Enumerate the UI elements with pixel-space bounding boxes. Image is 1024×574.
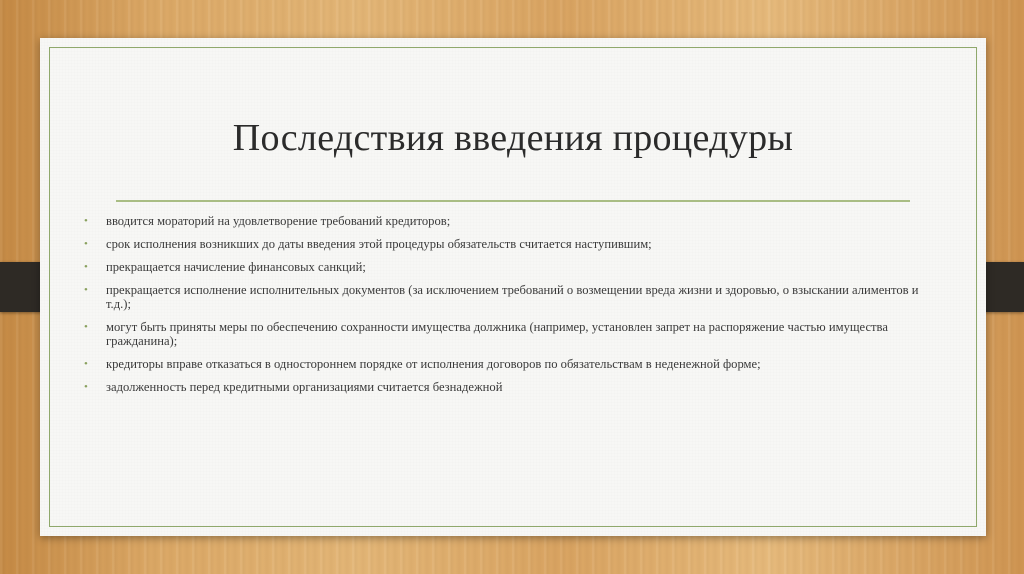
bullet-icon: •: [84, 321, 88, 333]
list-item-text: задолженность перед кредитными организациями считается безнадежной: [106, 380, 503, 394]
list-item-text: срок исполнения возникших до даты введения этой процедуры обязательств считается наступившим;: [106, 237, 652, 251]
list-item: [84, 357, 944, 371]
list-item-text: прекращается исполнение исполнительных документов (за исключением требований о возмещении вреда жизни и здоровью, о взыскании алиментов и т.д.);: [106, 283, 919, 311]
list-item: [84, 214, 944, 228]
bullet-icon: •: [84, 215, 88, 227]
bullet-icon: •: [84, 238, 88, 250]
list-item-text: вводится мораторий на удовлетворение требований кредиторов;: [106, 214, 451, 228]
slide-title: Последствия введения процедуры: [232, 117, 794, 159]
bullet-icon: •: [84, 284, 88, 296]
list-item: [84, 283, 944, 311]
list-item: [84, 320, 944, 348]
bullet-list: [84, 214, 944, 403]
list-item-text: кредиторы вправе отказаться в одностороннем порядке от исполнения договоров по обязательствам в неденежной форме;: [106, 357, 761, 371]
list-item-text: прекращается начисление финансовых санкций;: [106, 260, 366, 274]
list-item: [84, 260, 944, 274]
bullet-icon: •: [84, 381, 88, 393]
list-item: [84, 237, 944, 251]
bullet-icon: •: [84, 261, 88, 273]
title-divider: [116, 200, 910, 202]
slide-paper: [40, 38, 986, 536]
list-item-text: могут быть приняты меры по обеспечению сохранности имущества должника (например, установлен запрет на распоряжение частью имущества гражданина);: [106, 320, 888, 348]
list-item: [84, 380, 944, 394]
bullet-icon: •: [84, 358, 88, 370]
